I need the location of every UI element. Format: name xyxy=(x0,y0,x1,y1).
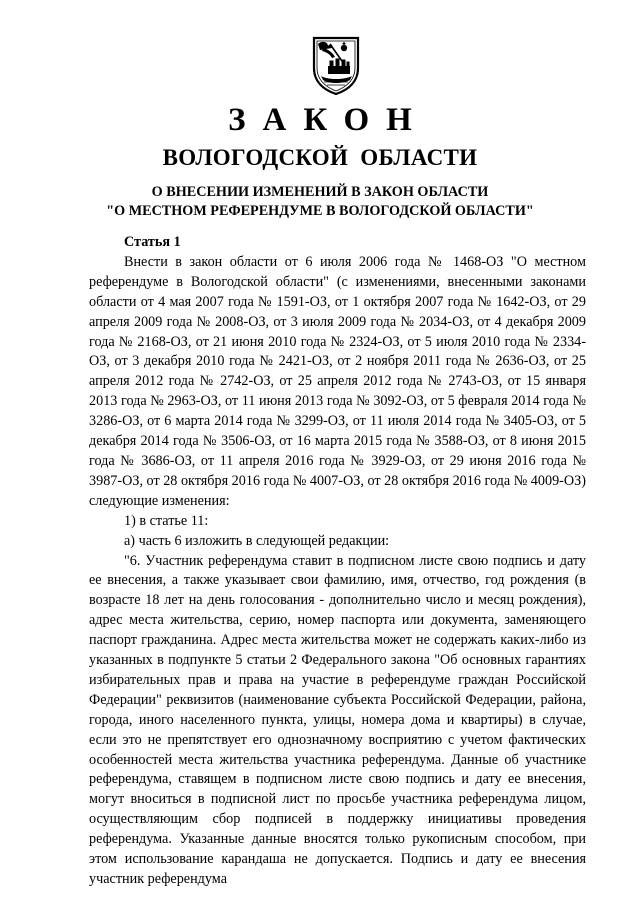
law-subject xyxy=(0,183,640,221)
quoted-amendment-text: "6. Участник референдума ставит в подписном листе свою подпись и дату ее внесения, а также указывает свои фамилию, имя, отчество, год рождения (в возрасте 18 лет на день голосования - дополнительно число и месяц рождения), адрес места жительства, серию, номер паспорта или документа, заменяющего паспорт гражданина. Адрес места жительства может не содержать каких-либо из указанных в подпункте 5 статьи 2 Федерального закона "Об основных гарантиях избирательных прав и права на участие в референдуме граждан Российской Федерации" реквизитов (наименование субъекта Российской Федерации, района, города, иного населенного пункта, улицы, номера дома и квартиры) в случае, если это не препятствует его однозначному восприятию с учетом фактических особенностей места жительства участника референдума. Данные об участнике референдума, ставящем в подписном листе свою подпись и дату ее внесения, могут вноситься в подписной лист по просьбе участника референдума лицом, осуществляющим сбор подписей в поддержку инициативы проведения референдума. Указанные данные вносятся только рукописным способом, при этом использование карандаша не допускается. Подпись и дату ее внесения участник референдума xyxy=(89,552,586,887)
subject-line-2: "О МЕСТНОМ РЕФЕРЕНДУМЕ В ВОЛОГОДСКОЙ ОБЛАСТИ" xyxy=(106,203,534,219)
article-body xyxy=(89,233,586,890)
subject-line-1: О ВНЕСЕНИИ ИЗМЕНЕНИЙ В ЗАКОН ОБЛАСТИ xyxy=(151,184,489,200)
article-heading: Статья 1 xyxy=(124,234,181,250)
item-1: 1) в статье 11: xyxy=(124,512,209,529)
vologda-coat-of-arms-icon xyxy=(308,34,364,96)
law-title: ЗАКОН xyxy=(228,102,429,138)
item-1a: а) часть 6 изложить в следующей редакции: xyxy=(124,532,390,549)
article-intro-paragraph: Внести в закон области от 6 июля 2006 года № 1468-ОЗ "О местном референдуме в Вологодской области" (с изменениями, внесенными законами области от 4 мая 2007 года № 1591-ОЗ, от 1 октября 2007 года № 1642-ОЗ, от 29 апреля 2009 года № 2008-ОЗ, от 3 июля 2009 года № 2034-ОЗ, от 4 декабря 2009 года № 2168-ОЗ, от 21 июня 2010 года № 2324-ОЗ, от 5 июля 2010 года № 2334-ОЗ, от 3 декабря 2010 года № 2421-ОЗ, от 2 ноября 2011 года № 2636-ОЗ, от 25 апреля 2012 года № 2742-ОЗ, от 25 апреля 2012 года № 2743-ОЗ, от 15 января 2013 года № 2963-ОЗ, от 11 июня 2013 года № 3092-ОЗ, от 5 февраля 2014 года № 3286-ОЗ, от 6 марта 2014 года № 3299-ОЗ, от 11 июля 2014 года № 3405-ОЗ, от 5 декабря 2014 года № 3506-ОЗ, от 16 марта 2015 года № 3588-ОЗ, от 8 июня 2015 года № 3686-ОЗ, от 11 апреля 2016 года № 3929-ОЗ, от 29 июня 2016 года № 3987-ОЗ, от 28 октября 2016 года № 4007-ОЗ, от 28 октября 2016 года № 4009-ОЗ) следующие изменения: xyxy=(89,253,586,509)
region-title: ВОЛОГОДСКОЙ ОБЛАСТИ xyxy=(162,145,478,170)
